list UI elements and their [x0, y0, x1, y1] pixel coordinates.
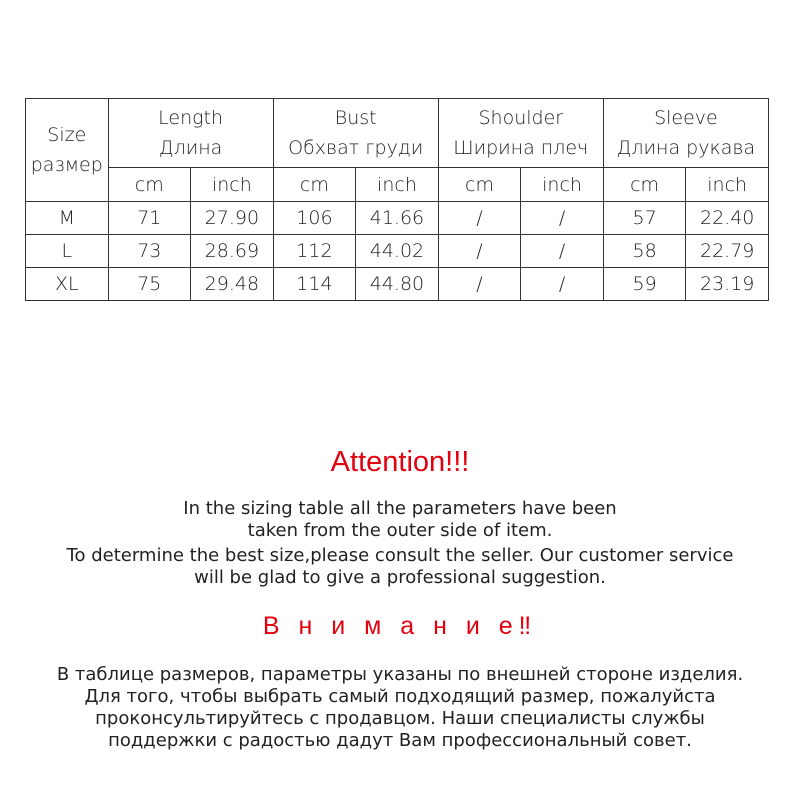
unit-cell: cm — [603, 168, 686, 202]
unit-cell: cm — [108, 168, 191, 202]
value-cell: 58 — [603, 235, 686, 268]
table-row — [26, 235, 769, 268]
size-header-en: Size — [47, 124, 87, 146]
value-cell: 44.80 — [356, 268, 439, 301]
unit-cell: cm — [273, 168, 356, 202]
value-cell: 73 — [108, 235, 191, 268]
unit-cell: inch — [521, 168, 604, 202]
shoulder-header-en: Shoulder — [478, 107, 564, 129]
value-cell: 22.79 — [686, 235, 769, 268]
value-cell: / — [438, 268, 521, 301]
sizing-note-ru — [0, 664, 800, 752]
bust-header-cell — [273, 99, 438, 168]
unit-cell: inch — [356, 168, 439, 202]
value-cell: 44.02 — [356, 235, 439, 268]
value-cell: 27.90 — [191, 202, 274, 235]
advice-note-line: To determine the best size,please consult the seller. Our customer service — [66, 545, 734, 566]
unit-cell: inch — [686, 168, 769, 202]
bust-header-en: Bust — [334, 107, 377, 129]
shoulder-header-ru: Ширина плеч — [453, 137, 589, 159]
unit-cell: cm — [438, 168, 521, 202]
value-cell: / — [521, 202, 604, 235]
value-cell: 59 — [603, 268, 686, 301]
value-cell: 23.19 — [686, 268, 769, 301]
advice-note-line: will be glad to give a professional suggestion. — [194, 567, 606, 588]
sizing-note-en — [0, 498, 800, 542]
size-cell: M — [26, 202, 109, 235]
sizing-note-line: In the sizing table all the parameters have been — [183, 498, 617, 519]
sleeve-header-en: Sleeve — [654, 107, 718, 129]
value-cell: 41.66 — [356, 202, 439, 235]
length-header-en: Length — [158, 107, 224, 129]
value-cell: 106 — [273, 202, 356, 235]
sizing-note-line: taken from the outer side of item. — [247, 520, 553, 541]
table-header-row — [26, 99, 769, 168]
value-cell: 57 — [603, 202, 686, 235]
value-cell: 29.48 — [191, 268, 274, 301]
unit-cell: inch — [191, 168, 274, 202]
sleeve-header-ru: Длина рукава — [616, 137, 756, 159]
sleeve-header-cell — [603, 99, 768, 168]
ru-note-line: В таблице размеров, параметры указаны по внешней стороне изделия. — [56, 664, 744, 685]
size-header-cell — [26, 99, 109, 202]
ru-note-line: Для того, чтобы выбрать самый подходящий размер, пожалуйста — [84, 686, 716, 707]
value-cell: / — [521, 235, 604, 268]
size-header-ru: размер — [30, 154, 103, 176]
attention-title-ru: В н и м а н и е‼ — [262, 612, 538, 640]
size-chart-table — [25, 98, 769, 301]
value-cell: / — [438, 202, 521, 235]
ru-note-line: поддержки с радостью дадут Вам профессиональный совет. — [108, 730, 692, 751]
value-cell: 75 — [108, 268, 191, 301]
value-cell: 114 — [273, 268, 356, 301]
attention-title-en: Attention!!! — [330, 446, 470, 478]
bust-header-ru: Обхват груди — [288, 137, 424, 159]
value-cell: 112 — [273, 235, 356, 268]
length-header-ru: Длина — [158, 137, 223, 159]
ru-note-line: проконсультируйтесь с продавцом. Наши специалисты службы — [95, 708, 705, 729]
size-cell: XL — [26, 268, 109, 301]
table-row — [26, 268, 769, 301]
length-header-cell — [108, 99, 273, 168]
value-cell: / — [521, 268, 604, 301]
value-cell: 71 — [108, 202, 191, 235]
shoulder-header-cell — [438, 99, 603, 168]
advice-note-en — [0, 545, 800, 589]
units-row — [26, 168, 769, 202]
value-cell: 28.69 — [191, 235, 274, 268]
table-row — [26, 202, 769, 235]
value-cell: 22.40 — [686, 202, 769, 235]
size-cell: L — [26, 235, 109, 268]
value-cell: / — [438, 235, 521, 268]
